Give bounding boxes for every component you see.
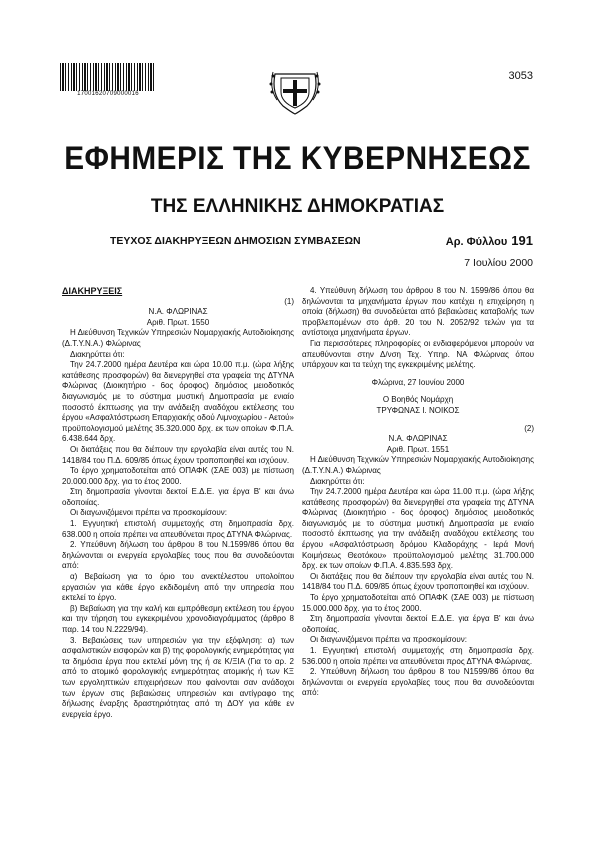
prefecture: Ν.Α. ΦΛΩΡΙΝΑΣ [148, 307, 208, 317]
issue-date: 7 Ιουλίου 2000 [464, 257, 533, 269]
notice-marker: (1) [284, 296, 294, 306]
paragraph: Οι διατάξεις που θα διέπουν την εργολαβία είναι αυτές του Ν. 1418/84 του Π.Δ. 609/85 όπως έχουν τροποποιηθεί και ισχύουν. [302, 571, 534, 592]
signature-role: Ο Βοηθός Νομάρχη [382, 395, 454, 405]
paragraph: Διακηρύττει ότι: [70, 349, 125, 359]
paragraph: Την 24.7.2000 ημέρα Δευτέρα και ώρα 11.00 π.μ. (ώρα λήξης κατάθεσης προσφορών) θα διενεργηθεί στα γραφεία της ΔΤΥΝΑ Φλώρινας (Διοικητήριο - 6ος όροφος) δημόσιος μειοδοτικός διαγωνισμός με το σύστημα μυστική Δημοπρασία με ενιαίο ποσοστό έκπτωσης για την ανάδειξη αναδόχου εκτέλεσης του έργου «Ασφαλτόστρωση δρόμου Κλαδοράχης - Ιερά Μονή Κοιμήσεως Θεοτόκου» προϋπολογισμού μελέτης 31.700.000 δρχ. εκ των οποίων Φ.Π.Α. 4.835.593 δρχ. [302, 487, 534, 571]
paragraph: Η Διεύθυνση Τεχνικών Υπηρεσιών Νομαρχιακής Αυτοδιοίκησης (Δ.Τ.Υ.Ν.Α.) Φλώρινας [302, 455, 534, 475]
paragraph: Οι διατάξεις που θα διέπουν την εργολαβία είναι αυτές του Ν. 1418/84 του Π.Δ. 609/85 όπως έχουν τροποποιηθεί και ισχύουν. [62, 444, 294, 465]
paragraph: Στη δημοπρασία γίνονται δεκτοί Ε.Δ.Ε. για έργα Β' και άνω οδοποιίας. [62, 487, 294, 507]
paragraph: Η Διεύθυνση Τεχνικών Υπηρεσιών Νομαρχιακής Αυτοδιοίκησης (Δ.Τ.Υ.Ν.Α.) Φλώρινας [62, 328, 294, 348]
barcode [60, 63, 156, 91]
paragraph: 4. Υπεύθυνη δήλωση του άρθρου 8 του Ν. 1599/86 όπου θα δηλώνονται τα μηχανήματα έργων που κατέχει η επιχείρηση η οποία (δήλωση) θα συνοδεύεται από βεβαιώσεις καταβολής των προβλεπομένων στο άρθ. 20 του Ν. 2052/92 τελών για τα αντίστοιχα μηχανήματα έργων. [302, 286, 534, 338]
paragraph: 2. Υπεύθυνη δήλωση του άρθρου 8 του Ν1599/86 όπου θα δηλώνονται οι ενεργεία εργολαβίες τους που θα συνοδεύονται από: [302, 667, 534, 698]
masthead-title: ΕΦΗΜΕΡΙΣ ΤΗΣ ΚΥΒΕΡΝΗΣΕΩΣ [64, 140, 531, 176]
left-column [62, 286, 294, 720]
paragraph: 3. Βεβαιώσεις των υπηρεσιών για την εξόφληση: α) των ασφαλιστικών εισφορών και β) της φορολογικής ενημερότητας για τα δημόσια έργα που εκτελεί μόνη της ή σε Κ/ΞΙΑ (Για το αρ. 2 από το ατομικό φορολογικής ενημερότητας ατομικής ή των ΚΞ των εργοληπτικών επιχειρήσεων που φαίνονται σαν ανάδοχοι των έργων στις βεβαιώσεις υπηρεσιών και αντίγραφο της δήλωσης έναρξης δραστηριότητας από τη ΔΟΥ για κάθε εν ενεργεία έργο. [62, 635, 294, 719]
paragraph: Στη δημοπρασία γίνονται δεκτοί Ε.Δ.Ε. για έργα Β' και άνω οδοποιίας. [302, 614, 534, 634]
paragraph: Για περισσότερες πληροφορίες οι ενδιαφερόμενοι μπορούν να απευθύνονται στην Δ/νση Τεχ. Υπηρ. ΝΑ Φλώρινας όπου υπάρχουν και τα τεύχη της εγκεκριμένης μελέτης. [302, 338, 534, 370]
right-column [302, 286, 534, 699]
protocol-number: Αριθ. Πρωτ. 1551 [386, 444, 450, 454]
signature-name: ΤΡΥΦΩΝΑΣ Ι. ΝΟΙΚΟΣ [376, 405, 460, 415]
paragraph: 1. Εγγυητική επιστολή συμμετοχής στη δημοπρασία δρχ. 536.000 η οποία πρέπει να απευθύνεται προς ΔΤΥΝΑ Φλώρινας. [302, 646, 534, 666]
signature-place-date: Φλώρινα, 27 Ιουνίου 2000 [371, 377, 465, 387]
section-title: ΔΙΑΚΗΡΥΞΕΙΣ [62, 286, 123, 296]
protocol-number: Αριθ. Πρωτ. 1550 [146, 317, 210, 327]
paragraph: Διακηρύττει ότι: [310, 476, 365, 486]
paragraph: Την 24.7.2000 ημέρα Δευτέρα και ώρα 10.00 π.μ. (ώρα λήξης κατάθεσης προσφορών) θα διενεργηθεί στα γραφεία της ΔΤΥΝΑ Φλώρινας (Διοικητήριο - 6ος όροφος) δημόσιος μειοδοτικός διαγωνισμός με το σύστημα μυστική Δημοπρασία με ενιαίο ποσοστό έκπτωσης για την ανάδειξη αναδόχου εκτέλεσης του έργου «Ασφαλτόστρωση Επαρχιακής οδού Λιμνοχωρίου - Αετού» προϋπολογισμού μελέτης 35.320.000 δρχ. εκ των οποίων Φ.Π.Α. 6.438.644 δρχ. [62, 360, 294, 444]
paragraph: 1. Εγγυητική επιστολή συμμετοχής στη δημοπρασία δρχ. 638.000 η οποία πρέπει να απευθύνεται προς ΔΤΥΝΑ Φλώρινας. [62, 519, 294, 539]
barcode-number: 17001620709000016 [77, 91, 139, 97]
paragraph: Το έργο χρηματοδοτείται από ΟΠΑΦΚ (ΣΑΕ 003) με πίστωση 15.000.000 δρχ. για το έτος 2000. [302, 593, 534, 613]
paragraph: α) Βεβαίωση για το όριο του ανεκτέλεστου υπολοίπου εργασιών για κάθε έργο εκδιδομένη από την υπηρεσία που εκτελεί το έργο. [62, 572, 294, 603]
issue-label: ΤΕΥΧΟΣ ΔΙΑΚΗΡΥΞΕΩΝ ΔΗΜΟΣΙΩΝ ΣΥΜΒΑΣΕΩΝ [110, 235, 361, 247]
coat-of-arms-icon [267, 64, 323, 116]
sheet-label: Αρ. Φύλλου [445, 236, 508, 248]
notice-marker: (2) [524, 423, 534, 433]
paragraph: Οι διαγωνιζόμενοι πρέπει να προσκομίσουν: [70, 508, 227, 518]
page-number: 3053 [508, 70, 533, 82]
prefecture: Ν.Α. ΦΛΩΡΙΝΑΣ [388, 434, 448, 444]
paragraph: Το έργο χρηματοδοτείται από ΟΠΑΦΚ (ΣΑΕ 003) με πίστωση 20.000.000 δρχ. για το έτος 2000. [62, 466, 294, 486]
paragraph: Οι διαγωνιζόμενοι πρέπει να προσκομίσουν: [310, 635, 467, 645]
masthead-subtitle: ΤΗΣ ΕΛΛΗΝΙΚΗΣ ΔΗΜΟΚΡΑΤΙΑΣ [150, 196, 445, 217]
sheet-info [446, 233, 533, 248]
paragraph: β) Βεβαίωση για την καλή και εμπρόθεσμη εκτέλεση του έργου και την τήρηση του εγκεκριμένου χρονοδιαγράμματος (άρθρο 8 παρ. 14 του Ν.2229/94). [62, 603, 294, 634]
sheet-number: 191 [511, 233, 533, 248]
paragraph: 2. Υπεύθυνη δήλωση του άρθρου 8 του Ν.1599/86 όπου θα δηλώνονται οι ενεργεία εργολαβίες τους που θα συνοδεύονται από: [62, 540, 294, 571]
